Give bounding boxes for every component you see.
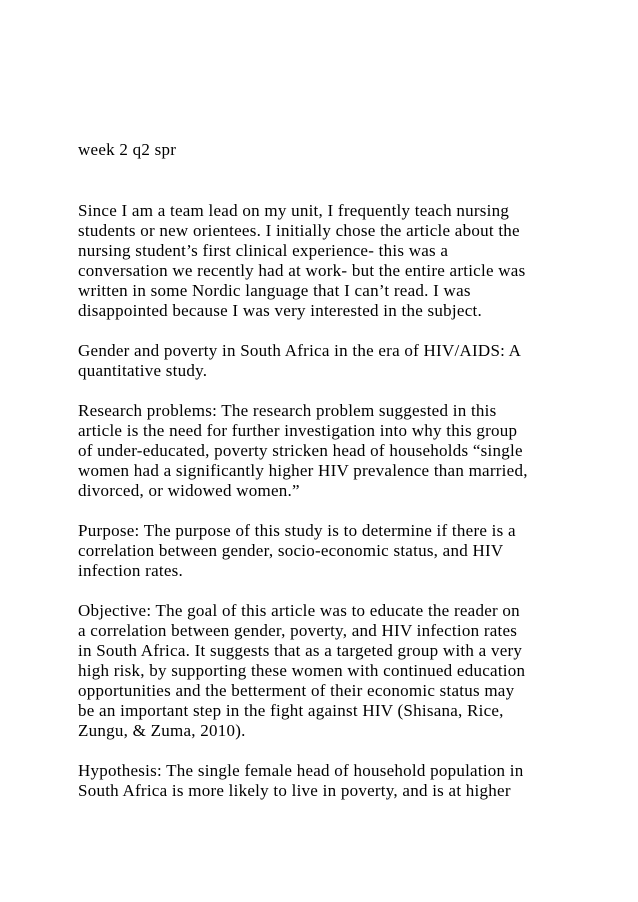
paragraph-3-line-4: women had a significantly higher HIV prevalence than married,	[78, 461, 528, 480]
paragraph-1-line-6: disappointed because I was very interested in the subject.	[78, 301, 482, 320]
paragraph-4-line-1: Purpose: The purpose of this study is to determine if there is a	[78, 521, 516, 540]
paragraph-4-line-2: correlation between gender, socio-economic status, and HIV	[78, 541, 504, 560]
paragraph-5-line-3: in South Africa. It suggests that as a targeted group with a very	[78, 641, 523, 660]
paragraph-5-line-5: opportunities and the betterment of their economic status may	[78, 681, 515, 700]
paragraph-3-line-1: Research problems: The research problem suggested in this	[78, 401, 497, 420]
paragraph-3-line-2: article is the need for further investigation into why this group	[78, 421, 518, 440]
paragraph-1-line-4: conversation we recently had at work- but the entire article was	[78, 261, 526, 280]
paragraph-5-line-4: high risk, by supporting these women with continued education	[78, 661, 526, 680]
paragraph-5-line-1: Objective: The goal of this article was to educate the reader on	[78, 601, 520, 620]
paragraph-1-line-5: written in some Nordic language that I can’t read. I was	[78, 281, 471, 300]
paragraph-6-line-1: Hypothesis: The single female head of household population in	[78, 761, 524, 780]
paragraph-3-line-3: of under-educated, poverty stricken head of households “single	[78, 441, 523, 460]
paragraph-1-line-3: nursing student’s first clinical experience- this was a	[78, 241, 449, 260]
document-title: week 2 q2 spr	[78, 140, 177, 159]
paragraph-2-line-1: Gender and poverty in South Africa in the era of HIV/AIDS: A	[78, 341, 522, 360]
paragraph-5-line-2: a correlation between gender, poverty, and HIV infection rates	[78, 621, 518, 640]
paragraph-1-line-2: students or new orientees. I initially chose the article about the	[78, 221, 520, 240]
paragraph-2-line-2: quantitative study.	[78, 361, 208, 380]
paragraph-3-line-5: divorced, or widowed women.”	[78, 481, 300, 500]
paragraph-6-line-2: South Africa is more likely to live in poverty, and is at higher	[78, 781, 511, 800]
paragraph-1-line-1: Since I am a team lead on my unit, I frequently teach nursing	[78, 201, 510, 220]
paragraph-5-line-6: be an important step in the fight against HIV (Shisana, Rice,	[78, 701, 504, 720]
paragraph-5-line-7: Zungu, & Zuma, 2010).	[78, 721, 246, 740]
paragraph-4-line-3: infection rates.	[78, 561, 184, 580]
